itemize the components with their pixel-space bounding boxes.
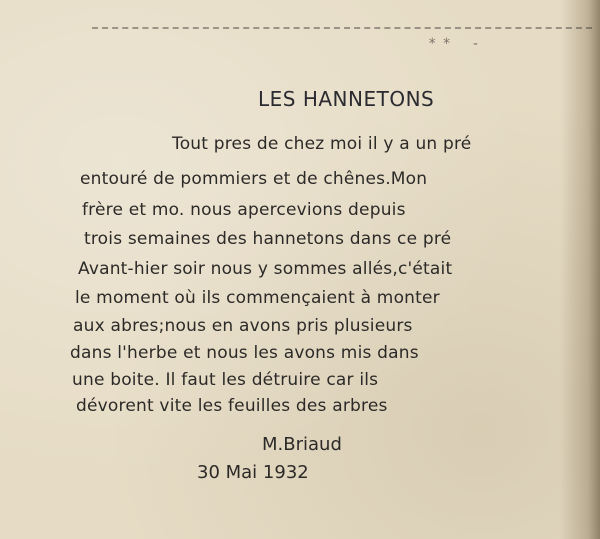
text-line-9: une boite. Il faut les détruire car ils	[72, 370, 379, 390]
text-line-1: Tout pres de chez moi il y a un pré	[172, 134, 472, 154]
text-line-8: dans l'herbe et nous les avons mis dans	[70, 343, 419, 363]
text-line-10: dévorent vite les feuilles des arbres	[76, 396, 388, 416]
text-line-3: frère et mo. nous apercevions depuis	[82, 200, 406, 220]
binding-shadow	[560, 0, 600, 539]
text-line-6: le moment où ils commençaient à monter	[75, 288, 440, 308]
text-line-7: aux abres;nous en avons pris plusieurs	[73, 316, 413, 336]
page-title: LES HANNETONS	[258, 87, 435, 111]
top-dashed-rule	[92, 27, 592, 29]
text-line-5: Avant-hier soir nous y sommes allés,c'était	[78, 259, 453, 279]
text-line-2: entouré de pommiers et de chênes.Mon	[80, 169, 428, 189]
text-line-4: trois semaines des hannetons dans ce pré	[84, 229, 452, 249]
top-marks: ** -	[428, 36, 486, 52]
signature: M.Briaud	[262, 434, 342, 455]
date: 30 Mai 1932	[197, 462, 309, 483]
